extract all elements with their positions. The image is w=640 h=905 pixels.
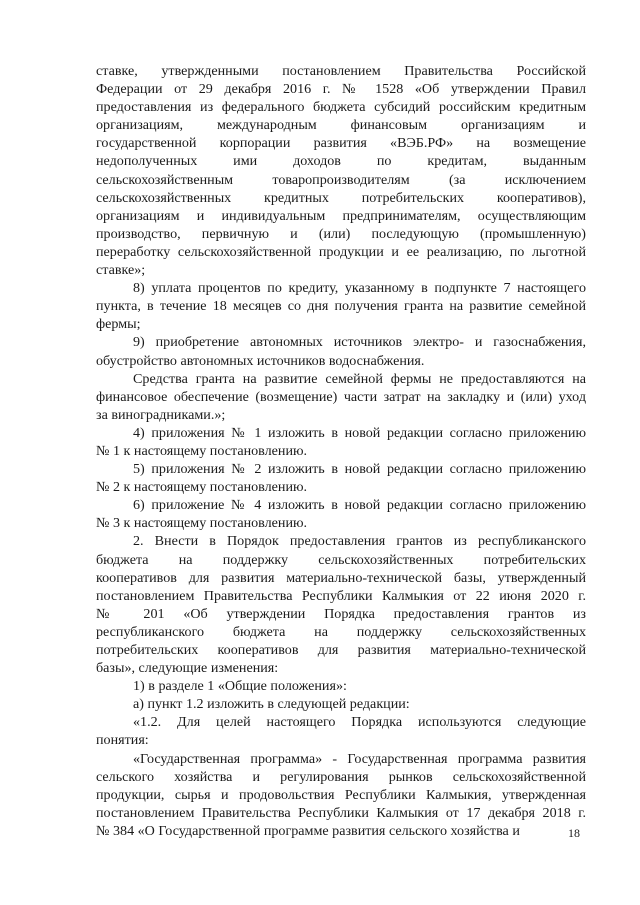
text-line: 8) уплата процентов по кредиту, указанному в подпункте 7 настоящего — [133, 280, 586, 297]
paragraph — [96, 695, 586, 713]
text-line: «Государственная программа» - Государственная программа развития — [133, 750, 586, 767]
paragraph — [96, 677, 586, 695]
text-line: республиканского бюджета на поддержку сельскохозяйственных — [96, 623, 586, 640]
text-line: пункта, в течение 18 месяцев со дня получения гранта на развитие семейной — [96, 298, 586, 315]
text-line: № 3 к настоящему постановлению. — [96, 515, 308, 532]
text-line: 4) приложения № 1 изложить в новой редакции согласно приложению — [133, 424, 586, 441]
text-line: ставке, утвержденными постановлением Правительства Российской — [96, 63, 586, 79]
text-line: потребительских кооперативов для развития материально-технической — [96, 642, 586, 658]
text-line: постановлением Правительства Республики Калмыкия от 17 декабря 2018 г. — [96, 804, 586, 821]
text-line: Средства гранта на развитие семейной фермы не предоставляются на — [133, 370, 586, 387]
text-line: № 1 к настоящему постановлению. — [96, 442, 308, 459]
text-line: № 2 к настоящему постановлению. — [96, 479, 308, 496]
text-line: кооперативов для развития материально-технической базы, утвержденный — [96, 569, 586, 586]
text-line: государственной корпорации развития «ВЭБ.РФ» на возмещение — [96, 135, 586, 152]
text-line: 6) приложение № 4 изложить в новой редакции согласно приложению — [133, 497, 586, 514]
paragraph — [96, 424, 586, 460]
text-line: производство, первичную и (или) последующую (промышленную) — [96, 225, 586, 242]
paragraph — [96, 333, 586, 369]
text-line: ставке»; — [96, 262, 146, 279]
text-line: фермы; — [96, 316, 141, 333]
text-line: переработку сельскохозяйственной продукции и ее реализацию, по льготной — [96, 243, 586, 260]
text-line: 5) приложения № 2 изложить в новой редакции согласно приложению — [133, 461, 586, 478]
paragraph — [96, 370, 586, 424]
text-line: продукции, сырья и продовольствия Республики Калмыкия, утвержденная — [96, 786, 586, 803]
text-line: 9) приобретение автономных источников электро- и газоснабжения, — [133, 334, 586, 351]
text-line: сельскохозяйственным товаропроизводителям (за исключением — [96, 171, 586, 188]
paragraph — [96, 750, 586, 840]
paragraph — [96, 279, 586, 333]
paragraph — [96, 532, 586, 677]
paragraph — [96, 496, 586, 532]
text-line: сельского хозяйства и регулирования рынков сельскохозяйственной — [96, 768, 586, 785]
text-line: организациям, международным финансовым организациям и — [96, 117, 586, 134]
text-line: базы», следующие изменения: — [96, 660, 279, 677]
text-line: № 384 «О Государственной программе развития сельского хозяйства и — [96, 822, 520, 839]
text-line: финансовое обеспечение (возмещение) части затрат на закладку и (или) уход — [96, 388, 586, 405]
paragraph — [96, 713, 586, 749]
text-line: постановлением Правительства Республики Калмыкия от 22 июня 2020 г. — [96, 587, 586, 604]
text-line: 2. Внести в Порядок предоставления грантов из республиканского — [133, 533, 586, 550]
text-line: обустройство автономных источников водоснабжения. — [96, 352, 425, 369]
text-line: сельскохозяйственных кредитных потребительских кооперативов), — [96, 189, 586, 206]
text-line: предоставления из федерального бюджета субсидий российским кредитным — [96, 99, 586, 116]
text-line: «1.2. Для целей настоящего Порядка используются следующие — [133, 714, 586, 731]
text-line: Федерации от 29 декабря 2016 г. № 1528 «Об утверждении Правил — [96, 81, 586, 98]
text-line: бюджета на поддержку сельскохозяйственных потребительских — [96, 551, 586, 568]
text-line: 1) в разделе 1 «Общие положения»: — [133, 678, 347, 695]
paragraph — [96, 62, 586, 279]
text-line: организациям и индивидуальным предпринимателям, осуществляющим — [96, 207, 586, 224]
text-line: № 201 «Об утверждении Порядка предоставления грантов из — [96, 605, 586, 622]
paragraph — [96, 460, 586, 496]
text-line: понятия: — [96, 732, 149, 749]
page-number: 18 — [568, 826, 580, 840]
document-body — [96, 62, 586, 840]
text-line: за виноградниками.»; — [96, 406, 226, 423]
text-line: а) пункт 1.2 изложить в следующей редакции: — [133, 696, 410, 713]
text-line: недополученных ими доходов по кредитам, выданным — [96, 153, 586, 170]
